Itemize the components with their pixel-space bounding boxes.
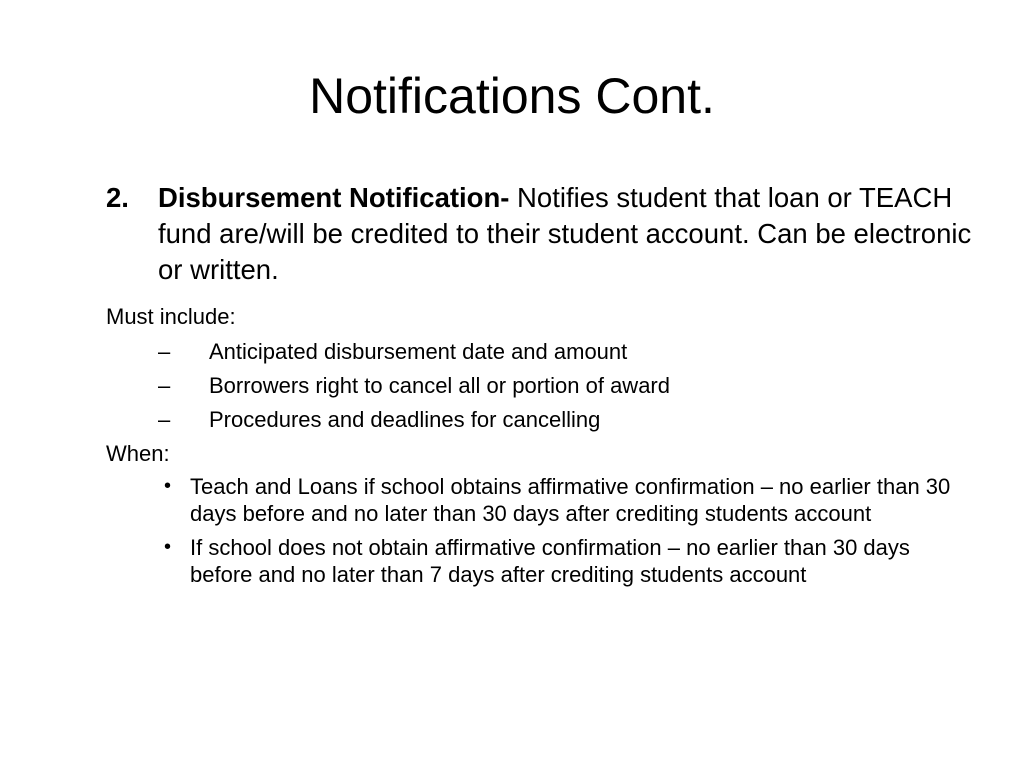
must-include-list [106,336,986,435]
list-item-text: Anticipated disbursement date and amount [209,339,628,364]
dash-marker: – [158,339,171,364]
list-item-text: Teach and Loans if school obtains affirmative confirmation – no earlier than 30 days before and no later than 30 days after crediting students account [190,474,951,526]
list-item [106,370,986,401]
list-item [106,534,970,588]
bullet-marker: • [164,475,172,497]
bullet-marker: • [164,536,172,558]
dash-marker: – [158,407,171,432]
numbered-item [106,180,986,288]
item-number: 2. [106,182,129,213]
list-item [106,336,986,367]
list-item-text: Borrowers right to cancel all or portion of award [209,373,670,398]
item-lead: Disbursement Notification- [158,182,510,213]
slide-title: Notifications Cont. [309,68,715,124]
list-item [106,404,986,435]
list-item-text: If school does not obtain affirmative confirmation – no earlier than 30 days before and no later than 7 days after crediting students account [190,535,910,587]
must-include-label: Must include: [106,304,236,329]
slide-body [106,180,986,595]
dash-marker: – [158,373,171,398]
when-list [106,473,986,588]
when-label: When: [106,441,170,466]
item-text: Notifies student that loan or TEACH fund are/will be credited to their student account. Can be electronic or written. [158,182,972,285]
list-item-text: Procedures and deadlines for cancelling [209,407,601,432]
list-item [106,473,970,527]
